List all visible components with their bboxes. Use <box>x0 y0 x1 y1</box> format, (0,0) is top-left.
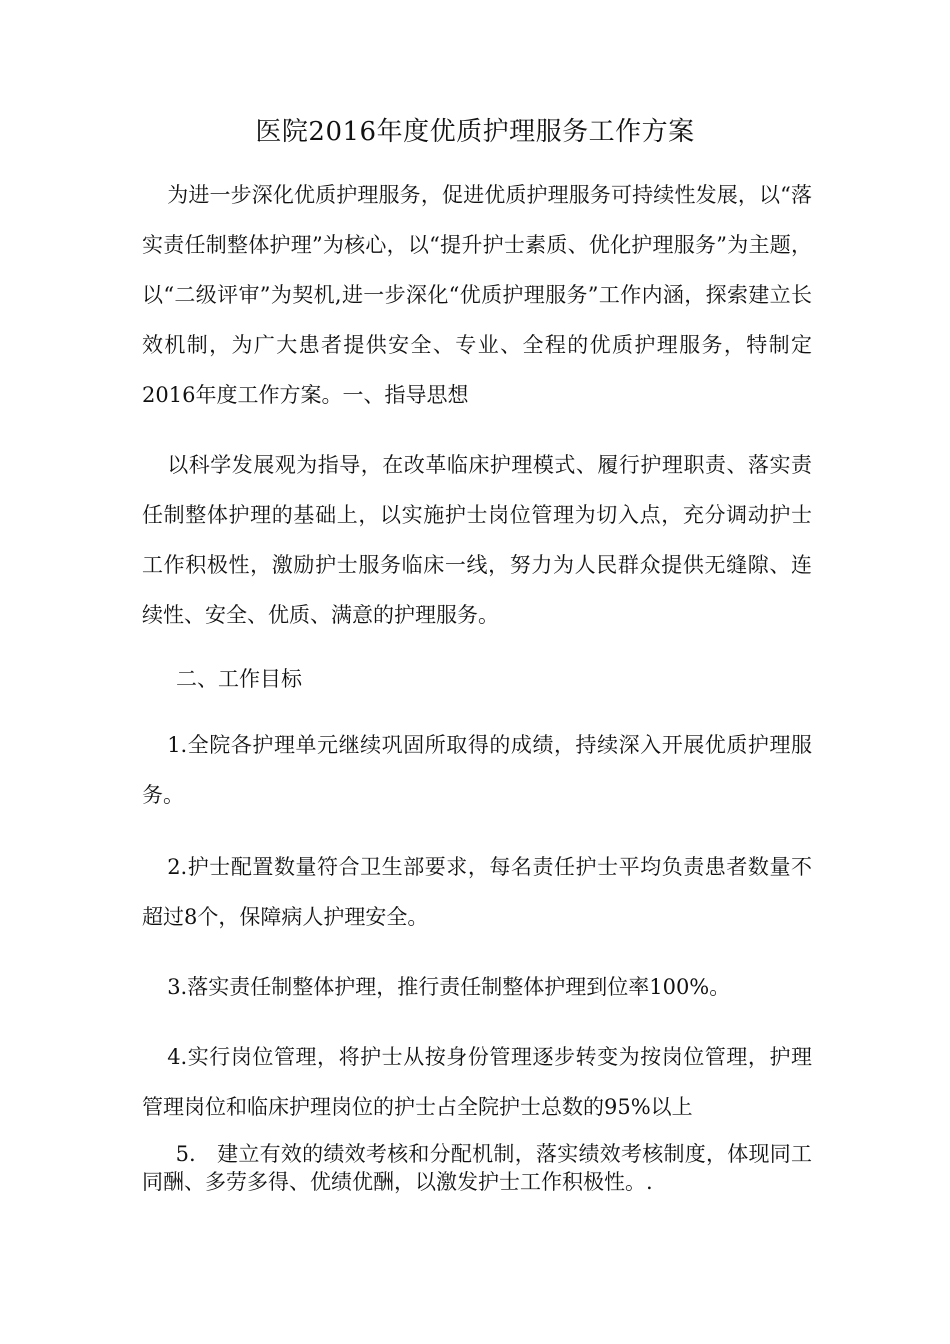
section-heading-work-goals: 二、工作目标 <box>176 667 302 691</box>
goal-item-4: 4.实行岗位管理，将护士从按身份管理逐步转变为按岗位管理，护理管理岗位和临床护理岗位的护士占全院护士总数的95%以上 <box>142 1045 812 1119</box>
intro-paragraph: 为进一步深化优质护理服务，促进优质护理服务可持续性发展，以“落实责任制整体护理”为核心，以“提升护士素质、优化护理服务”为主题，以“二级评审”为契机,进一步深化“优质护理服务”工作内涵，探索建立长效机制，为广大患者提供安全、专业、全程的优质护理服务，特制定2016年度工作方案。一、指导思想 <box>142 183 812 407</box>
guiding-thought-paragraph: 以科学发展观为指导，在改革临床护理模式、履行护理职责、落实责任制整体护理的基础上，以实施护士岗位管理为切入点，充分调动护士工作积极性，激励护士服务临床一线，努力为人民群众提供无缝隙、连续性、安全、优质、满意的护理服务。 <box>142 453 812 627</box>
goal-item-1: 1.全院各护理单元继续巩固所取得的成绩，持续深入开展优质护理服务。 <box>142 733 812 807</box>
goal-item-2: 2.护士配置数量符合卫生部要求，每名责任护士平均负责患者数量不超过8个，保障病人护理安全。 <box>142 855 812 929</box>
goal-item-5: 5. 建立有效的绩效考核和分配机制，落实绩效考核制度，体现同工同酬、多劳多得、优绩优酬，以激发护士工作积极性。. <box>142 1142 812 1194</box>
goal-item-3: 3.落实责任制整体护理，推行责任制整体护理到位率100%。 <box>167 975 731 999</box>
document-title: 医院2016年度优质护理服务工作方案 <box>255 117 695 147</box>
